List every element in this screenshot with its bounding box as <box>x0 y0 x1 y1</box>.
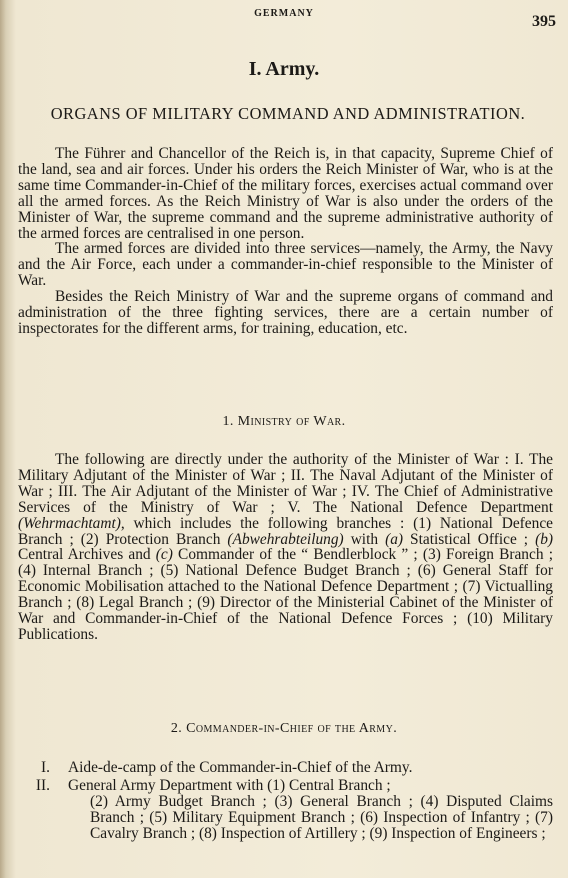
page-number: 395 <box>532 13 556 30</box>
list-item <box>18 760 553 776</box>
term-abwehrabteilung: (Abwehrabteilung) <box>227 530 344 548</box>
intro-paragraph-3: Besides the Reich Ministry of War and the supreme organs of command and administration of the three fighting services, there are a certain number of inspectorates for the different arms, for training, education, etc. <box>18 288 553 337</box>
list-item-text <box>68 760 553 776</box>
ministry-text-e: Central Archives and <box>18 546 156 564</box>
intro-text <box>18 146 553 337</box>
list-item-continuation: (2) Army Budget Branch ; (3) General Branch ; (4) Disputed Claims Branch ; (5) Military Equipment Branch ; (6) Inspection of Infantry ; (7) Cavalry Branch ; (8) Inspection of Artillery ; (9) Inspection of Engineers ; <box>90 792 553 842</box>
list-item-line: General Army Department with (1) Central Branch ; <box>68 776 391 794</box>
commander-heading-title: Commander-in-Chief of the Army. <box>186 721 398 736</box>
marker-c: (c) <box>155 546 173 564</box>
term-wehrmachtamt: (Wehrmachtamt) <box>18 514 121 532</box>
list-item-text <box>68 778 553 842</box>
marker-a: (a) <box>385 530 404 548</box>
ministry-text-b: , which includes the following branches : (1) National Defence Branch ; (2) Protection Branch <box>18 514 553 548</box>
list-item-number: II. <box>35 776 50 794</box>
ministry-text-a: The following are directly under the authority of the Minister of War : I. The Military Adjutant of the Minister of War ; II. The Naval Adjutant of the Minister of War ; III. The Air Adjutant of the Minister of War ; IV. The Chief of Administrative Services of the Ministry of War ; V. The National Defence Department <box>18 451 553 516</box>
ministry-text-c: with <box>343 530 386 548</box>
list-item-number: I. <box>41 759 50 776</box>
ministry-heading <box>0 414 568 430</box>
ministry-heading-title: Ministry of War. <box>237 414 346 429</box>
commander-list <box>18 760 553 844</box>
marker-b: (b) <box>535 530 554 548</box>
ministry-paragraph <box>18 452 553 643</box>
intro-paragraph-2: The armed forces are divided into three services—namely, the Army, the Navy and the Air Force, each under a commander-in-chief responsible to the Minister of War. <box>18 240 553 290</box>
ministry-text-d: Statistical Office ; <box>403 530 536 548</box>
running-head: GERMANY <box>254 8 314 19</box>
section-title: ORGANS OF MILITARY COMMAND AND ADMINISTRATION. <box>50 104 526 123</box>
commander-heading <box>0 721 568 737</box>
intro-paragraph-1: The Führer and Chancellor of the Reich is, in that capacity, Supreme Chief of the land, sea and air forces. Under his orders the Reich Minister of War, who is at the same time Commander-in-Chief of the military forces, exercises actual command over all the armed forces. As the Reich Ministry of War is also under the orders of the Minister of War, the supreme command and the supreme administrative authority of the armed forces are centralised in one person. <box>18 145 553 242</box>
list-item <box>18 778 553 842</box>
ministry-text-f: Commander of the “ Bendlerblock ” ; (3) Foreign Branch ; (4) Internal Branch ; (5) National Defence Budget Branch ; (6) General Staff for Economic Mobilisation attached to the National Defence Department ; (7) Victualling Branch ; (8) Legal Branch ; (9) Director of the Ministerial Cabinet of the Minister of War and Commander-in-Chief of the National Defence Forces ; (10) Military Publications. <box>18 546 553 643</box>
commander-heading-number: 2. <box>170 721 183 736</box>
part-title: I. Army. <box>248 58 320 80</box>
ministry-text <box>18 452 553 643</box>
ministry-heading-number: 1. <box>222 414 234 429</box>
list-item-line: Aide-de-camp of the Commander-in-Chief of the Army. <box>68 759 413 776</box>
